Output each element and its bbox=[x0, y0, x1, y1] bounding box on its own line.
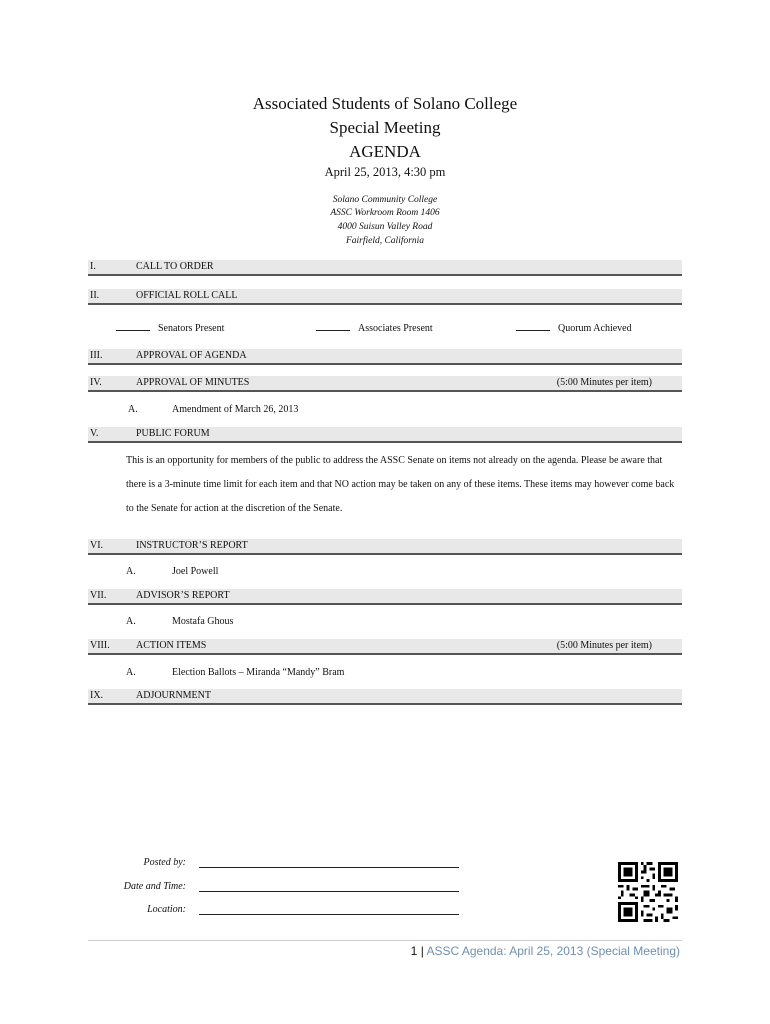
location-line-4: Fairfield, California bbox=[345, 236, 425, 246]
page-footer bbox=[411, 944, 680, 958]
section-approval-minutes bbox=[88, 376, 682, 390]
section-advisor-report bbox=[88, 589, 682, 603]
time-limit-note: (5:00 Minutes per item) bbox=[556, 377, 652, 388]
meeting-type: Special Meeting bbox=[329, 118, 441, 137]
org-title: Associated Students of Solano College bbox=[252, 94, 518, 113]
footer-title: ASSC Agenda: April 25, 2013 (Special Meeting) bbox=[426, 944, 680, 958]
item-text: Election Ballots – Miranda “Mandy” Bram bbox=[172, 667, 345, 678]
item-letter: A. bbox=[128, 404, 138, 415]
section-title: CALL TO ORDER bbox=[136, 261, 214, 272]
section-number: V. bbox=[90, 428, 99, 439]
date-time-label: Date and Time: bbox=[123, 881, 186, 892]
section-number: VII. bbox=[90, 590, 107, 601]
item-text: Mostafa Ghous bbox=[172, 616, 234, 627]
date-time-line bbox=[199, 891, 459, 892]
qr-code-icon bbox=[618, 862, 678, 922]
senators-blank bbox=[116, 322, 150, 331]
section-instructor-report bbox=[88, 539, 682, 553]
roll-associates bbox=[316, 322, 433, 335]
footer-separator: | bbox=[420, 944, 424, 958]
section-number: VI. bbox=[90, 540, 104, 551]
page-number: 1 bbox=[410, 944, 418, 958]
item-text: Joel Powell bbox=[172, 566, 219, 577]
section-title: APPROVAL OF AGENDA bbox=[136, 350, 247, 361]
section-roll-call bbox=[88, 289, 682, 303]
item-letter: A. bbox=[126, 566, 136, 577]
section-title: INSTRUCTOR’S REPORT bbox=[136, 540, 248, 551]
agenda-heading: AGENDA bbox=[349, 142, 421, 161]
section-number: I. bbox=[90, 261, 96, 272]
section-title: APPROVAL OF MINUTES bbox=[136, 377, 250, 388]
section-public-forum bbox=[88, 427, 682, 441]
public-forum-paragraph: This is an opportunity for members of the public to address the ASSC Senate on items not already on the agenda. Please be aware that there is a 3-minute time limit for each item and that NO action may be taken on any of these items. These items may however come back to the Senate for action at the discretion of the Senate. bbox=[126, 455, 675, 514]
section-approval-agenda bbox=[88, 349, 682, 363]
meeting-date: April 25, 2013, 4:30 pm bbox=[324, 165, 446, 179]
associates-blank bbox=[316, 322, 350, 331]
section-title: OFFICIAL ROLL CALL bbox=[136, 290, 238, 301]
section-title: ACTION ITEMS bbox=[136, 640, 207, 651]
section-title: ADJOURNMENT bbox=[136, 690, 211, 701]
senators-label: Senators Present bbox=[158, 323, 225, 334]
posted-by-label: Posted by: bbox=[143, 857, 186, 868]
section-number: III. bbox=[90, 350, 103, 361]
quorum-label: Quorum Achieved bbox=[558, 323, 632, 334]
item-letter: A. bbox=[126, 616, 136, 627]
quorum-blank bbox=[516, 322, 550, 331]
section-number: VIII. bbox=[90, 640, 110, 651]
location-line bbox=[199, 914, 459, 915]
section-call-to-order bbox=[88, 260, 682, 274]
item-text: Amendment of March 26, 2013 bbox=[172, 404, 299, 415]
section-adjournment bbox=[88, 689, 682, 703]
item-letter: A. bbox=[126, 667, 136, 678]
roll-senators bbox=[116, 322, 224, 335]
section-title: ADVISOR’S REPORT bbox=[136, 590, 230, 601]
section-number: IX. bbox=[90, 690, 104, 701]
section-action-items bbox=[88, 639, 682, 653]
location-line-3: 4000 Suisun Valley Road bbox=[337, 222, 433, 232]
location-label: Location: bbox=[147, 904, 186, 915]
associates-label: Associates Present bbox=[358, 323, 433, 334]
posted-by-line bbox=[199, 867, 459, 868]
roll-quorum bbox=[516, 322, 632, 335]
location-line-2: ASSC Workroom Room 1406 bbox=[330, 208, 440, 218]
section-number: II. bbox=[90, 290, 100, 301]
location-line-1: Solano Community College bbox=[332, 195, 438, 205]
section-title: PUBLIC FORUM bbox=[136, 428, 210, 439]
time-limit-note: (5:00 Minutes per item) bbox=[556, 640, 652, 651]
section-number: IV. bbox=[90, 377, 102, 388]
footer-rule bbox=[88, 940, 682, 941]
